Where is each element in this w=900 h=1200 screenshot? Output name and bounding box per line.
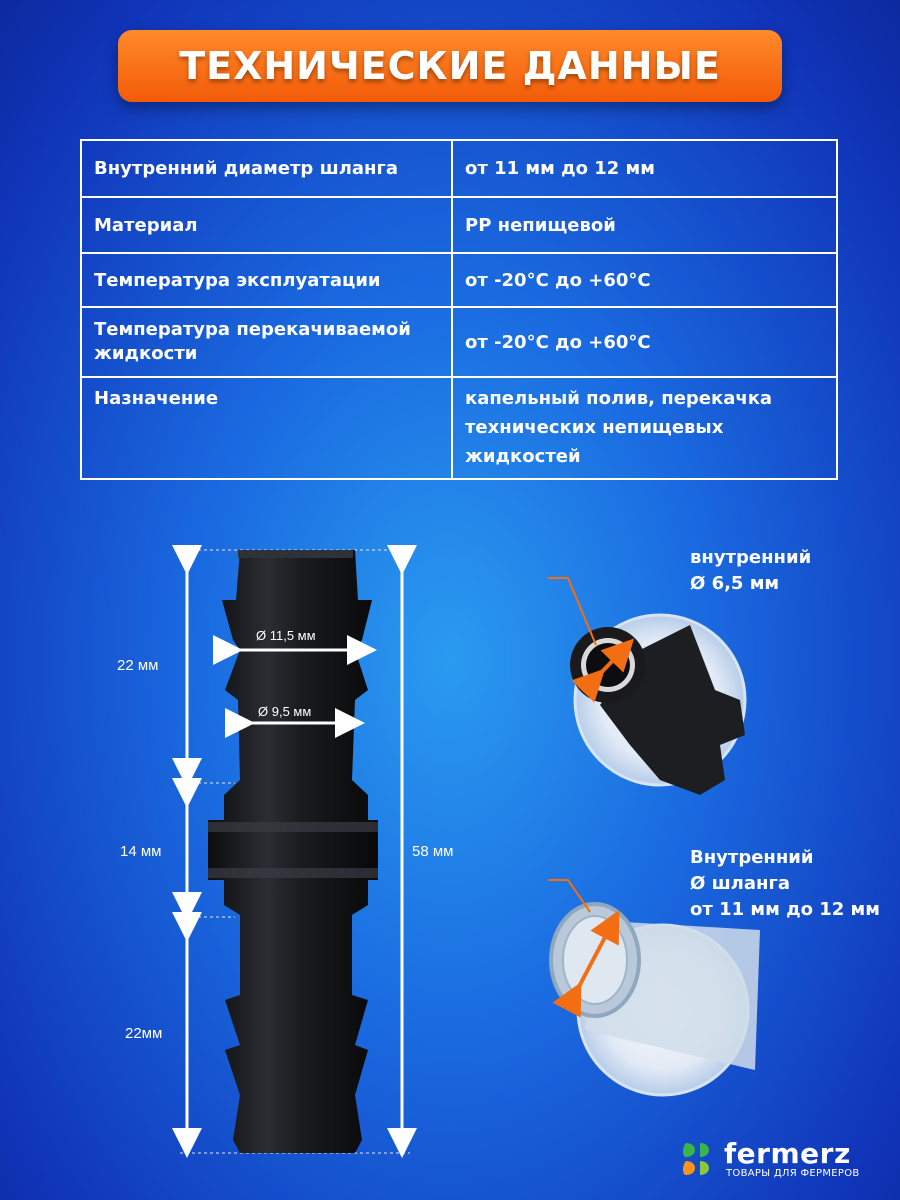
table-row: [81, 140, 837, 197]
table-row: [81, 197, 837, 253]
table-row: [81, 307, 837, 377]
brand-tagline: ТОВАРЫ ДЛЯ ФЕРМЕРОВ: [726, 1168, 860, 1179]
table-row: [81, 377, 837, 479]
spec-value: от -20°C до +60°C: [452, 253, 837, 307]
bottom-length-label: 22мм: [125, 1025, 163, 1042]
spec-value: капельный полив, перекачка технических непищевых жидкостей: [452, 377, 837, 479]
table-row: [81, 253, 837, 307]
spec-label: Внутренний диаметр шланга: [81, 140, 452, 197]
spec-label: Назначение: [81, 377, 452, 479]
hose-diameter-text: Внутренний Ø шланга от 11 мм до 12 мм: [690, 847, 880, 920]
top-length-label: 22 мм: [117, 657, 159, 674]
outer-diameter-label: Ø 11,5 мм: [256, 628, 316, 643]
brand-logo: [676, 1135, 886, 1183]
spec-label: Температура эксплуатации: [81, 253, 452, 307]
total-length-label: 58 мм: [412, 843, 454, 860]
spec-value: от -20°C до +60°C: [452, 307, 837, 377]
middle-length-label: 14 мм: [120, 843, 162, 860]
inner-diameter-label: Ø 9,5 мм: [258, 704, 312, 719]
leaf-icon: [678, 1139, 720, 1181]
inner-bore-text: внутренний Ø 6,5 мм: [690, 547, 812, 594]
page-title: ТЕХНИЧЕСКИЕ ДАННЫЕ: [179, 44, 721, 88]
specs-table: [80, 139, 838, 480]
spec-value: от 11 мм до 12 мм: [452, 140, 837, 197]
spec-value: PP непищевой: [452, 197, 837, 253]
title-banner: [118, 30, 782, 102]
spec-label: Температура перекачиваемой жидкости: [81, 307, 452, 377]
spec-label: Материал: [81, 197, 452, 253]
brand-name: fermerz: [724, 1137, 851, 1170]
inner-bore-callout: [548, 578, 745, 795]
